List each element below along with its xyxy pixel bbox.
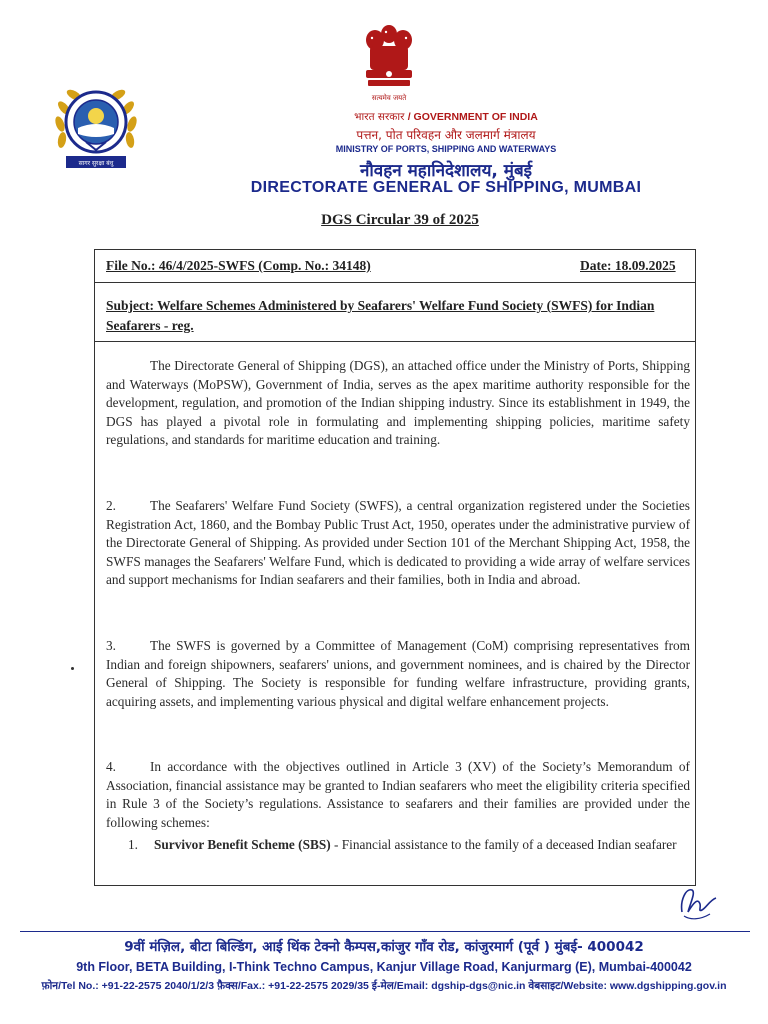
footer-rule bbox=[20, 931, 750, 932]
government-hindi: भारत सरकार bbox=[354, 111, 405, 123]
footer-address-english: 9th Floor, BETA Building, I-Think Techno Campus, Kanjur Village Road, Kanjurmarg (E), Mumbai-400042 bbox=[76, 960, 692, 974]
paragraph-4 bbox=[106, 758, 690, 832]
footer-contact: फ़ोन/Tel No.: +91-22-2575 2040/1/2/3 फ़ैक्स/Fax.: +91-22-2575 2029/35 ई-मेल/Email: dgship-dgs@nic.in वेबसाइट/Website: www.dgshipping.gov.in bbox=[41, 980, 727, 992]
paragraph-text: The Seafarers' Welfare Fund Society (SWFS), a central organization registered under the Societies Registration Act, 1860, and the Bombay Public Trust Act, 1950, operates under the administrative purview of the Directorate General of Shipping. As provided under Section 101 of the Merchant Shipping Act, 1958, the SWFS manages the Seafarers' Welfare Fund, which is dedicated to providing a wide array of welfare services and support mechanisms for Indian seafarers and their families, both in India and abroad. bbox=[106, 498, 690, 587]
paragraph-2 bbox=[106, 497, 690, 590]
margin-dot bbox=[71, 667, 74, 670]
paragraph-number: 4. bbox=[106, 759, 116, 774]
logo-tagline: सागर सुरक्षा बंधु bbox=[78, 160, 114, 167]
list-item bbox=[128, 836, 690, 855]
scheme-name: Survivor Benefit Scheme (SBS) bbox=[154, 837, 331, 852]
scheme-description: - Financial assistance to the family of a deceased Indian seafarer bbox=[330, 837, 677, 852]
subject-line: Subject: Welfare Schemes Administered by Seafarers' Welfare Fund Society (SWFS) for Indian Seafarers - reg. bbox=[106, 298, 655, 333]
government-line bbox=[62, 110, 768, 124]
file-number: File No.: 46/4/2025-SWFS (Comp. No.: 34148) bbox=[106, 258, 371, 273]
ministry-english: MINISTRY OF PORTS, SHIPPING AND WATERWAYS bbox=[335, 144, 557, 154]
paragraph-text: The SWFS is governed by a Committee of Management (CoM) comprising representatives from Indian and foreign shipowners, seafarers' unions, and government nominees, and is chaired by the Director General of Shipping. The Society is responsible for funding welfare infrastructure, providing grants, acquiring assets, and implementing various physical and digital welfare enhancement projects. bbox=[106, 638, 690, 709]
emblem-motto: सत्यमेव जयते bbox=[371, 94, 407, 102]
box-divider-file bbox=[94, 282, 695, 283]
circular-date: Date: 18.09.2025 bbox=[580, 258, 676, 273]
paragraph-number: 2. bbox=[106, 498, 116, 513]
signature-mark-icon bbox=[676, 882, 720, 926]
government-english: / GOVERNMENT OF INDIA bbox=[407, 111, 538, 123]
paragraph-text: In accordance with the objectives outlined in Article 3 (XV) of the Society’s Memorandum of Association, financial assistance may be granted to Indian seafarers who meet the eligibility criteria specified in Rule 3 of the Society’s regulations. Assistance to seafarers and their families are provided under the following schemes: bbox=[106, 759, 690, 830]
paragraph-text: The Directorate General of Shipping (DGS), an attached office under the Ministry of Ports, Shipping and Waterways (MoPSW), Government of India, serves as the apex maritime authority responsible for the development, regulation, and promotion of the Indian shipping industry. Since its establishment in 1949, the DGS has played a pivotal role in formulating and implementing shipping policies, maritime safety regulations, and standards for maritime education and training. bbox=[106, 358, 690, 447]
scheme-number: 1. bbox=[128, 837, 138, 852]
directorate-hindi: नौवहन महानिदेशालय, मुंबई bbox=[359, 161, 533, 181]
circular-title: DGS Circular 39 of 2025 bbox=[321, 212, 479, 228]
footer-address-hindi: 9वीं मंज़िल, बीटा बिल्डिंग, आई थिंक टेक्नो कैम्पस,कांजुर गाँव रोड, कांजुरमार्ग (पूर्व ) मुंबई- 400042 bbox=[124, 939, 644, 955]
box-top-rule bbox=[94, 249, 695, 250]
scheme-list bbox=[128, 836, 690, 855]
ministry-hindi: पत्तन, पोत परिवहन और जलमार्ग मंत्रालय bbox=[356, 128, 536, 142]
paragraph-number: 3. bbox=[106, 638, 116, 653]
paragraph-1 bbox=[106, 357, 690, 450]
directorate-english: DIRECTORATE GENERAL OF SHIPPING, MUMBAI bbox=[250, 179, 642, 196]
box-divider-subject bbox=[94, 341, 695, 342]
paragraph-3 bbox=[106, 637, 690, 711]
national-emblem-icon bbox=[358, 20, 420, 106]
